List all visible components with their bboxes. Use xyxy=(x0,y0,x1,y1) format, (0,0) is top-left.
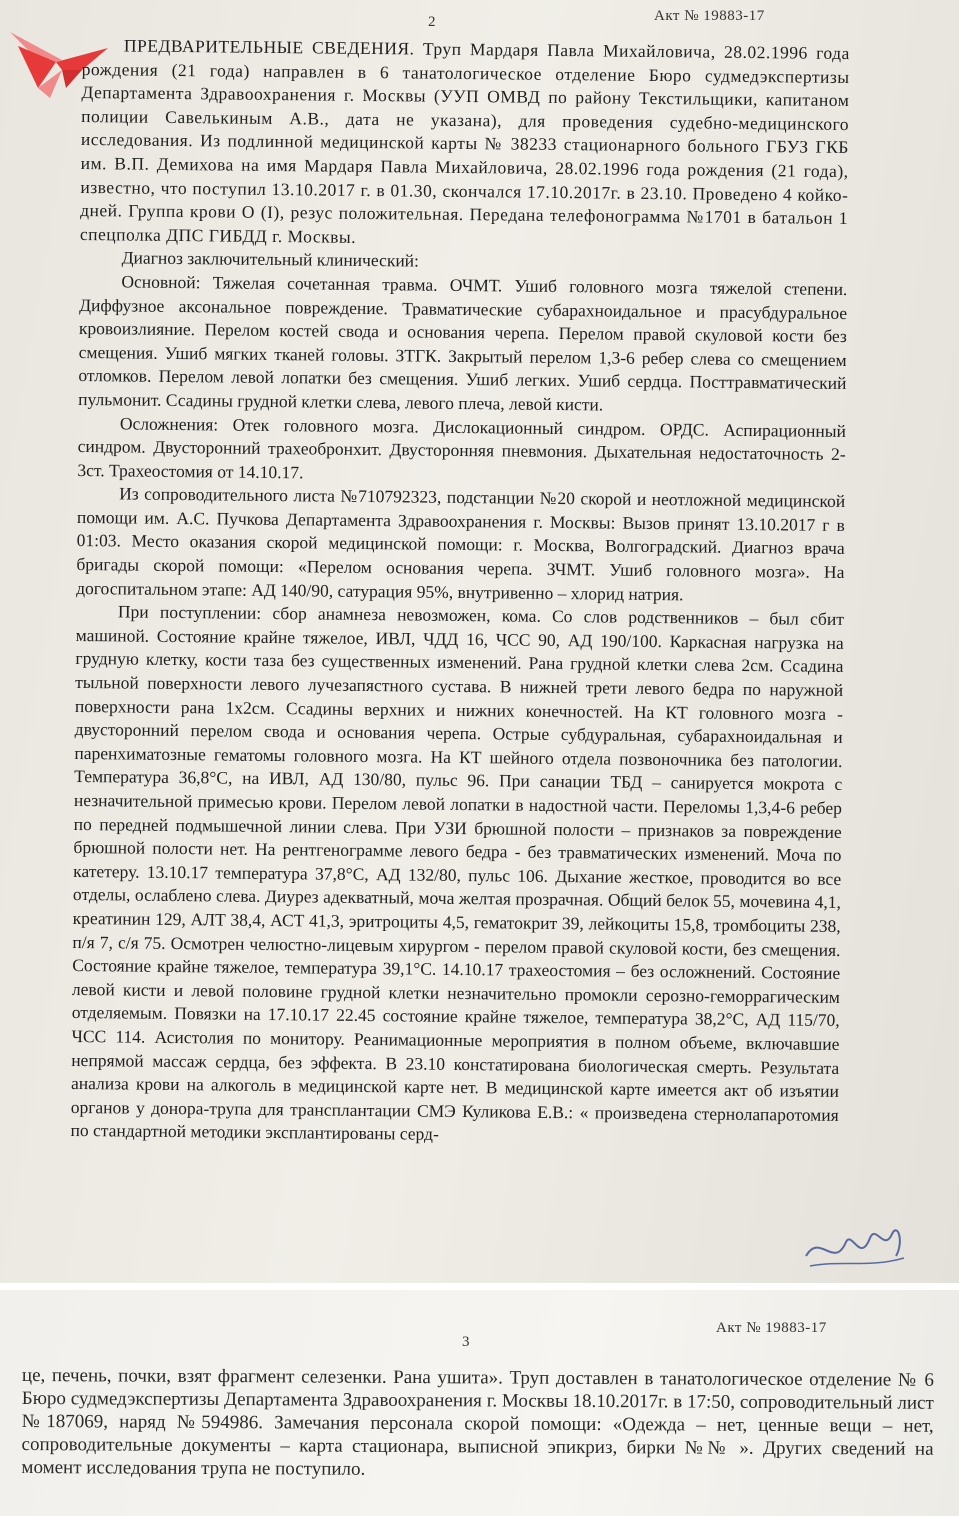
paragraph-preliminary-info: ПРЕДВАРИТЕЛЬНЫЕ СВЕДЕНИЯ. Труп Мардаря Павла Михайловича, 28.02.1996 года рождения (21 года) направлен в 6 танатологическое отделение Бюро судмедэкспертизы Департамента Здравоохранения г. Москвы (УУП ОМВД по району Текстильщики, капитаном полиции Савелькиным А.В., дата не указана), для проведения судебно-медицинского исследования. Из подлинной медицинской карты № 38233 стационарного больного ГБУЗ ГКБ им. В.П. Демихова на имя Мардаря Павла Михайловича, 28.02.1996 года рождения (21 года), известно, что поступил 13.10.2017 г. в 01.30, скончался 17.10.2017г. в 23.10. Проведено 4 койко-дней. Группа крови О (I), резус положительная. Передана телефонограмма №1701 в батальон 1 спецполка ДПС ГИБДД г. Москвы. xyxy=(79,35,850,247)
act-number: Акт № 19883-17 xyxy=(716,1320,827,1336)
paragraph-ambulance-sheet: Из сопроводительного листа №710792323, подстанции №20 скорой и неотложной медицинской помощи им. А.С. Пучкова Департамента Здравоохранения г. Москвы: Вызов принят 13.10.2017 г в 01:03. Место оказания скорой медицинской помощи: г. Москва, Волгоградский. Диагноз врача бригады скорой помощи: «Перелом основания черепа. ЗЧМТ. Ушиб головного мозга». На догоспитальном этапе: АД 140/90, сатурация 95%, внутривенно – хлорид натрия. xyxy=(76,483,846,604)
page-number: 3 xyxy=(462,1334,470,1350)
paragraph-admission: При поступлении: сбор анамнеза невозможен, кома. Со слов родственников – был сбит машиной. Состояние крайне тяжелое, ИВЛ, ЧДД 16, ЧСС 90, АД 190/100. Каркасная нагрузка на грудную клетку, кости таза без существенных изменений. Рана грудной клетки слева 2см. Ссадина тыльной поверхности левого лучезапястного сустава. В нижней трети левого бедра по наружной поверхности рана 1х2см. Ссадины верхних и нижних конечностей. На КТ головного мозга - двусторонний перелом свода и основания черепа. Острые субдуральная, субарахноидальная и паренхиматозные гематомы головного мозга. На КТ шейного отдела позвоночника без патологии. Температура 36,8°С, на ИВЛ, АД 130/80, пульс 96. При санации ТБД – санируется мокрота с незначительной примесью крови. Перелом левой лопатки в надостной части. Переломы 1,3,4-6 ребер по передней подмышечной линии слева. При УЗИ брюшной полости – признаков за повреждение брюшной полости нет. На рентгенограмме левого бедра - без травматических изменений. Моча по катетеру. 13.10.17 температура 37,8°С, АД 132/80, пульс 106. Дыхание жесткое, проводится во все отделы, ослаблено слева. Диурез адекватный, моча желтая прозрачная. Общий белок 55, мочевина 4,1, креатинин 129, АЛТ 38,4, АСТ 41,3, эритроциты 4,5, гематокрит 39, лейкоциты 15,8, тромбоциты 238, п/я 7, с/я 75. Осмотрен челюстно-лицевым хирургом - перелом правой скуловой кости, без смещения. Состояние крайне тяжелое, температура 39,1°С. 14.10.17 трахеостомия – без осложнений. Состояние левой кисти и левой половине грудной клетки незначительно промокли серозно-геморрагическим отделяемым. Повязки на 17.10.17 22.45 состояние крайне тяжелое, температура 38,2°С, АД 115/70, ЧСС 114. Асистолия по монитору. Реанимационные мероприятия в полном объеме, включавшие непрямой массаж сердца, без эффекта. В 23.10 констатирована биологическая смерть. Результата анализа крови на алкоголь в медицинской карте нет. В медицинской карте имеется акт об изъятии органов у донора-трупа для трансплантации СМЭ Куликова Е.В.: « произведена стернолапаротомия по стандартной методики эксплантированы серд- xyxy=(70,601,845,1145)
paragraph-complications: Осложнения: Отек головного мозга. Дислокационный синдром. ОРДС. Аспирационный синдром. Двусторонний трахеобронхит. Двусторонняя пневмония. Дыхательная недостаточность 2-3ст. Трахеостомия от 14.10.17. xyxy=(77,412,846,483)
document-page-3 xyxy=(0,1290,959,1516)
act-number: Акт № 19883-17 xyxy=(654,8,765,24)
paragraph-diagnosis-heading: Диагноз заключительный клинический: xyxy=(121,247,420,271)
paragraph-main-diagnosis: Основной: Тяжелая сочетанная травма. ОЧМТ. Ушиб головного мозга тяжелой степени. Диффузное аксональное повреждение. Травматические субарахноидальное и прасубдуральное кровоизлияние. Перелом костей свода и основания черепа. Перелом правой скуловой кости без смещения. Ушиб мягких тканей головы. ЗТГК. Закрытый перелом 1,3-6 ребер слева со смещением отломков. Перелом левой лопатки без смещения. Ушиб легких. Ушиб сердца. Посттравматический пульмонит. Ссадины грудной клетки слева, левого плеча, левой кисти. xyxy=(78,271,848,415)
page-separator xyxy=(0,1283,959,1290)
paragraph-continuation: це, печень, почки, взят фрагмент селезенки. Рана ушита». Труп доставлен в танатологическое отделение № 6 Бюро судмедэкспертизы Департамента Здравоохранения г. Москвы 18.10.2017г. в 17:50, сопроводительный лист №187069, наряд №594986. Замечания персонала скорой помощи: «Одежда – нет, ценные вещи – нет, сопроводительные документы – карта стационара, выписной эпикриз, бирки №№ ». Других сведений на момент исследования трупа не поступило. xyxy=(21,1365,934,1480)
signature-icon xyxy=(800,1212,910,1282)
page-number: 2 xyxy=(428,14,436,30)
page-body xyxy=(70,34,850,1151)
page-body xyxy=(21,1364,934,1484)
